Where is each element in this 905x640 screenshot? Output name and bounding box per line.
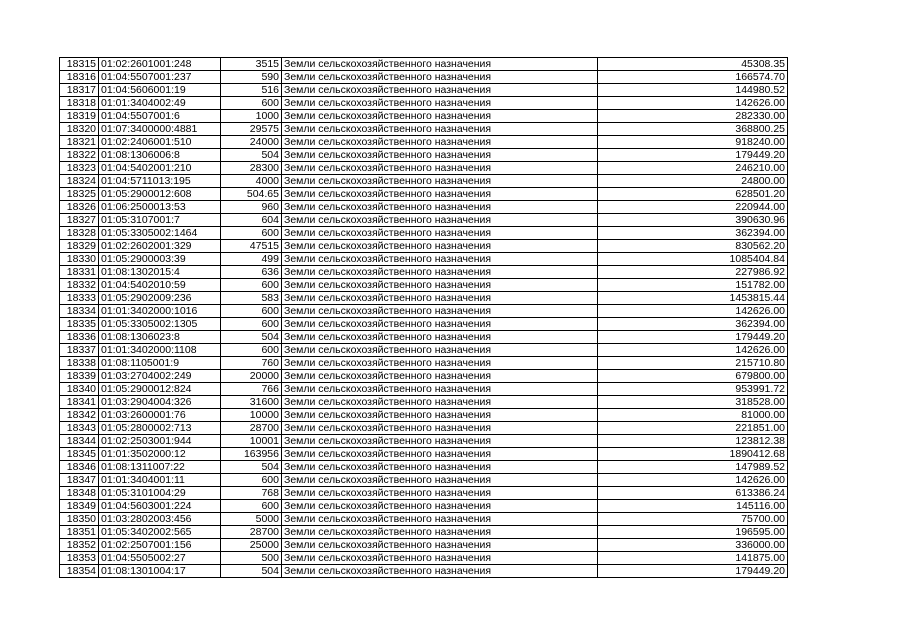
land-category-cell: Земли сельскохозяйственного назначения: [282, 318, 598, 331]
area-cell: 504: [221, 149, 282, 162]
table-row: [60, 71, 788, 84]
area-cell: 600: [221, 344, 282, 357]
cadastral-number-cell: 01:03:2802003:456: [99, 513, 221, 526]
row-number-cell: 18331: [60, 266, 99, 279]
table-row: [60, 552, 788, 565]
area-cell: 600: [221, 474, 282, 487]
area-cell: 600: [221, 279, 282, 292]
table-row: [60, 84, 788, 97]
cadastral-value-cell: 679800.00: [598, 370, 788, 383]
table-row: [60, 110, 788, 123]
row-number-cell: 18335: [60, 318, 99, 331]
cadastral-value-cell: 144980.52: [598, 84, 788, 97]
table-row: [60, 461, 788, 474]
land-category-cell: Земли сельскохозяйственного назначения: [282, 357, 598, 370]
land-category-cell: Земли сельскохозяйственного назначения: [282, 396, 598, 409]
area-cell: 504: [221, 565, 282, 578]
row-number-cell: 18346: [60, 461, 99, 474]
area-cell: 163956: [221, 448, 282, 461]
row-number-cell: 18322: [60, 149, 99, 162]
cadastral-number-cell: 01:08:1311007:22: [99, 461, 221, 474]
land-category-cell: Земли сельскохозяйственного назначения: [282, 253, 598, 266]
cadastral-value-cell: 75700.00: [598, 513, 788, 526]
cadastral-number-cell: 01:05:3101004:29: [99, 487, 221, 500]
table-row: [60, 175, 788, 188]
land-category-cell: Земли сельскохозяйственного назначения: [282, 513, 598, 526]
row-number-cell: 18319: [60, 110, 99, 123]
area-cell: 604: [221, 214, 282, 227]
area-cell: 600: [221, 97, 282, 110]
land-category-cell: Земли сельскохозяйственного назначения: [282, 305, 598, 318]
area-cell: 583: [221, 292, 282, 305]
area-cell: 516: [221, 84, 282, 97]
land-category-cell: Земли сельскохозяйственного назначения: [282, 84, 598, 97]
table-row: [60, 513, 788, 526]
table-row: [60, 279, 788, 292]
table-row: [60, 435, 788, 448]
row-number-cell: 18342: [60, 409, 99, 422]
cadastral-number-cell: 01:01:3402000:1016: [99, 305, 221, 318]
row-number-cell: 18350: [60, 513, 99, 526]
cadastral-value-cell: 142626.00: [598, 305, 788, 318]
land-category-cell: Земли сельскохозяйственного назначения: [282, 71, 598, 84]
row-number-cell: 18340: [60, 383, 99, 396]
land-category-cell: Земли сельскохозяйственного назначения: [282, 123, 598, 136]
table-row: [60, 162, 788, 175]
cadastral-number-cell: 01:02:2602001:329: [99, 240, 221, 253]
cadastral-number-cell: 01:05:2900003:39: [99, 253, 221, 266]
cadastral-number-cell: 01:04:5402010:59: [99, 279, 221, 292]
cadastral-value-cell: 227986.92: [598, 266, 788, 279]
land-category-cell: Земли сельскохозяйственного назначения: [282, 344, 598, 357]
table-row: [60, 240, 788, 253]
row-number-cell: 18325: [60, 188, 99, 201]
cadastral-number-cell: 01:02:2406001:510: [99, 136, 221, 149]
row-number-cell: 18338: [60, 357, 99, 370]
cadastral-number-cell: 01:08:1301004:17: [99, 565, 221, 578]
row-number-cell: 18316: [60, 71, 99, 84]
row-number-cell: 18341: [60, 396, 99, 409]
area-cell: 10000: [221, 409, 282, 422]
cadastral-value-cell: 282330.00: [598, 110, 788, 123]
cadastral-number-cell: 01:03:2704002:249: [99, 370, 221, 383]
row-number-cell: 18349: [60, 500, 99, 513]
land-category-cell: Земли сельскохозяйственного назначения: [282, 461, 598, 474]
area-cell: 10001: [221, 435, 282, 448]
land-category-cell: Земли сельскохозяйственного назначения: [282, 175, 598, 188]
cadastral-number-cell: 01:05:2902009:236: [99, 292, 221, 305]
cadastral-value-cell: 196595.00: [598, 526, 788, 539]
cadastral-number-cell: 01:01:3402000:1108: [99, 344, 221, 357]
land-category-cell: Земли сельскохозяйственного назначения: [282, 474, 598, 487]
table-row: [60, 474, 788, 487]
cadastral-number-cell: 01:03:2600001:76: [99, 409, 221, 422]
cadastral-value-cell: 142626.00: [598, 344, 788, 357]
cadastral-number-cell: 01:04:5606001:19: [99, 84, 221, 97]
area-cell: 504.65: [221, 188, 282, 201]
area-cell: 3515: [221, 58, 282, 71]
area-cell: 504: [221, 461, 282, 474]
table-row: [60, 357, 788, 370]
table-row: [60, 396, 788, 409]
row-number-cell: 18327: [60, 214, 99, 227]
land-category-cell: Земли сельскохозяйственного назначения: [282, 188, 598, 201]
area-cell: 499: [221, 253, 282, 266]
table-row: [60, 526, 788, 539]
row-number-cell: 18324: [60, 175, 99, 188]
land-category-cell: Земли сельскохозяйственного назначения: [282, 97, 598, 110]
cadastral-number-cell: 01:01:3502000:12: [99, 448, 221, 461]
cadastral-value-cell: 220944.00: [598, 201, 788, 214]
cadastral-value-cell: 142626.00: [598, 97, 788, 110]
area-cell: 636: [221, 266, 282, 279]
cadastral-value-cell: 45308.35: [598, 58, 788, 71]
cadastral-value-cell: 830562.20: [598, 240, 788, 253]
table-row: [60, 253, 788, 266]
table-row: [60, 188, 788, 201]
row-number-cell: 18339: [60, 370, 99, 383]
cadastral-number-cell: 01:01:3404001:11: [99, 474, 221, 487]
land-registry-sheet: [59, 57, 788, 578]
row-number-cell: 18318: [60, 97, 99, 110]
area-cell: 5000: [221, 513, 282, 526]
row-number-cell: 18343: [60, 422, 99, 435]
row-number-cell: 18353: [60, 552, 99, 565]
cadastral-value-cell: 362394.00: [598, 318, 788, 331]
land-category-cell: Земли сельскохозяйственного назначения: [282, 370, 598, 383]
area-cell: 28300: [221, 162, 282, 175]
table-row: [60, 331, 788, 344]
table-row: [60, 136, 788, 149]
cadastral-value-cell: 613386.24: [598, 487, 788, 500]
cadastral-value-cell: 123812.38: [598, 435, 788, 448]
land-category-cell: Земли сельскохозяйственного назначения: [282, 552, 598, 565]
table-row: [60, 266, 788, 279]
land-category-cell: Земли сельскохозяйственного назначения: [282, 383, 598, 396]
cadastral-value-cell: 141875.00: [598, 552, 788, 565]
land-category-cell: Земли сельскохозяйственного назначения: [282, 435, 598, 448]
cadastral-value-cell: 166574.70: [598, 71, 788, 84]
cadastral-value-cell: 179449.20: [598, 149, 788, 162]
cadastral-value-cell: 336000.00: [598, 539, 788, 552]
area-cell: 31600: [221, 396, 282, 409]
table-row: [60, 201, 788, 214]
table-row: [60, 58, 788, 71]
land-category-cell: Земли сельскохозяйственного назначения: [282, 526, 598, 539]
row-number-cell: 18328: [60, 227, 99, 240]
land-category-cell: Земли сельскохозяйственного назначения: [282, 409, 598, 422]
area-cell: 760: [221, 357, 282, 370]
area-cell: 504: [221, 331, 282, 344]
cadastral-number-cell: 01:05:2900012:608: [99, 188, 221, 201]
cadastral-value-cell: 1453815.44: [598, 292, 788, 305]
cadastral-number-cell: 01:06:2500013:53: [99, 201, 221, 214]
row-number-cell: 18352: [60, 539, 99, 552]
table-row: [60, 149, 788, 162]
row-number-cell: 18321: [60, 136, 99, 149]
cadastral-number-cell: 01:02:2601001:248: [99, 58, 221, 71]
cadastral-number-cell: 01:02:2503001:944: [99, 435, 221, 448]
row-number-cell: 18320: [60, 123, 99, 136]
land-category-cell: Земли сельскохозяйственного назначения: [282, 58, 598, 71]
table-row: [60, 487, 788, 500]
cadastral-value-cell: 318528.00: [598, 396, 788, 409]
table-row: [60, 409, 788, 422]
area-cell: 960: [221, 201, 282, 214]
land-category-cell: Земли сельскохозяйственного назначения: [282, 422, 598, 435]
cadastral-number-cell: 01:04:5505002:27: [99, 552, 221, 565]
cadastral-number-cell: 01:04:5402001:210: [99, 162, 221, 175]
land-category-cell: Земли сельскохозяйственного назначения: [282, 279, 598, 292]
table-row: [60, 305, 788, 318]
row-number-cell: 18315: [60, 58, 99, 71]
table-row: [60, 318, 788, 331]
area-cell: 47515: [221, 240, 282, 253]
cadastral-value-cell: 179449.20: [598, 565, 788, 578]
cadastral-number-cell: 01:04:5507001:237: [99, 71, 221, 84]
area-cell: 28700: [221, 422, 282, 435]
land-category-cell: Земли сельскохозяйственного назначения: [282, 214, 598, 227]
row-number-cell: 18345: [60, 448, 99, 461]
cadastral-number-cell: 01:08:1302015:4: [99, 266, 221, 279]
land-category-cell: Земли сельскохозяйственного назначения: [282, 539, 598, 552]
cadastral-value-cell: 1085404.84: [598, 253, 788, 266]
cadastral-number-cell: 01:08:1105001:9: [99, 357, 221, 370]
cadastral-value-cell: 953991.72: [598, 383, 788, 396]
cadastral-number-cell: 01:08:1306023:8: [99, 331, 221, 344]
row-number-cell: 18334: [60, 305, 99, 318]
row-number-cell: 18337: [60, 344, 99, 357]
area-cell: 20000: [221, 370, 282, 383]
row-number-cell: 18332: [60, 279, 99, 292]
table-row: [60, 565, 788, 578]
cadastral-value-cell: 145116.00: [598, 500, 788, 513]
table-row: [60, 422, 788, 435]
area-cell: 4000: [221, 175, 282, 188]
row-number-cell: 18333: [60, 292, 99, 305]
row-number-cell: 18344: [60, 435, 99, 448]
row-number-cell: 18348: [60, 487, 99, 500]
area-cell: 766: [221, 383, 282, 396]
area-cell: 1000: [221, 110, 282, 123]
land-category-cell: Земли сельскохозяйственного назначения: [282, 240, 598, 253]
cadastral-number-cell: 01:05:3402002:565: [99, 526, 221, 539]
cadastral-number-cell: 01:05:3305002:1305: [99, 318, 221, 331]
land-category-cell: Земли сельскохозяйственного назначения: [282, 136, 598, 149]
cadastral-number-cell: 01:07:3400000:4881: [99, 123, 221, 136]
cadastral-number-cell: 01:04:5711013:195: [99, 175, 221, 188]
cadastral-number-cell: 01:05:2900012:824: [99, 383, 221, 396]
cadastral-number-cell: 01:03:2904004:326: [99, 396, 221, 409]
land-category-cell: Земли сельскохозяйственного назначения: [282, 500, 598, 513]
row-number-cell: 18323: [60, 162, 99, 175]
area-cell: 590: [221, 71, 282, 84]
cadastral-value-cell: 179449.20: [598, 331, 788, 344]
table-row: [60, 97, 788, 110]
row-number-cell: 18347: [60, 474, 99, 487]
row-number-cell: 18317: [60, 84, 99, 97]
cadastral-value-cell: 362394.00: [598, 227, 788, 240]
land-category-cell: Земли сельскохозяйственного назначения: [282, 487, 598, 500]
cadastral-number-cell: 01:04:5603001:224: [99, 500, 221, 513]
row-number-cell: 18330: [60, 253, 99, 266]
land-registry-table: [59, 57, 788, 578]
area-cell: 29575: [221, 123, 282, 136]
area-cell: 24000: [221, 136, 282, 149]
area-cell: 600: [221, 227, 282, 240]
land-category-cell: Земли сельскохозяйственного назначения: [282, 565, 598, 578]
cadastral-value-cell: 368800.25: [598, 123, 788, 136]
table-row: [60, 500, 788, 513]
row-number-cell: 18354: [60, 565, 99, 578]
cadastral-number-cell: 01:05:2800002:713: [99, 422, 221, 435]
area-cell: 25000: [221, 539, 282, 552]
row-number-cell: 18336: [60, 331, 99, 344]
cadastral-number-cell: 01:05:3107001:7: [99, 214, 221, 227]
area-cell: 600: [221, 500, 282, 513]
area-cell: 28700: [221, 526, 282, 539]
table-row: [60, 370, 788, 383]
cadastral-number-cell: 01:04:5507001:6: [99, 110, 221, 123]
cadastral-number-cell: 01:05:3305002:1464: [99, 227, 221, 240]
cadastral-value-cell: 1890412.68: [598, 448, 788, 461]
cadastral-value-cell: 390630.96: [598, 214, 788, 227]
land-category-cell: Земли сельскохозяйственного назначения: [282, 149, 598, 162]
cadastral-number-cell: 01:01:3404002:49: [99, 97, 221, 110]
cadastral-value-cell: 24800.00: [598, 175, 788, 188]
cadastral-value-cell: 221851.00: [598, 422, 788, 435]
cadastral-value-cell: 628501.20: [598, 188, 788, 201]
area-cell: 600: [221, 318, 282, 331]
area-cell: 500: [221, 552, 282, 565]
land-category-cell: Земли сельскохозяйственного назначения: [282, 448, 598, 461]
land-category-cell: Земли сельскохозяйственного назначения: [282, 110, 598, 123]
cadastral-value-cell: 246210.00: [598, 162, 788, 175]
table-row: [60, 227, 788, 240]
land-category-cell: Земли сельскохозяйственного назначения: [282, 266, 598, 279]
land-category-cell: Земли сельскохозяйственного назначения: [282, 162, 598, 175]
cadastral-number-cell: 01:08:1306006:8: [99, 149, 221, 162]
area-cell: 768: [221, 487, 282, 500]
cadastral-value-cell: 81000.00: [598, 409, 788, 422]
land-category-cell: Земли сельскохозяйственного назначения: [282, 331, 598, 344]
table-row: [60, 214, 788, 227]
row-number-cell: 18351: [60, 526, 99, 539]
row-number-cell: 18329: [60, 240, 99, 253]
row-number-cell: 18326: [60, 201, 99, 214]
table-row: [60, 539, 788, 552]
cadastral-value-cell: 147989.52: [598, 461, 788, 474]
cadastral-value-cell: 151782.00: [598, 279, 788, 292]
cadastral-value-cell: 918240.00: [598, 136, 788, 149]
table-row: [60, 344, 788, 357]
table-body: [60, 58, 788, 578]
table-row: [60, 123, 788, 136]
cadastral-value-cell: 142626.00: [598, 474, 788, 487]
cadastral-number-cell: 01:02:2507001:156: [99, 539, 221, 552]
table-row: [60, 383, 788, 396]
area-cell: 600: [221, 305, 282, 318]
land-category-cell: Земли сельскохозяйственного назначения: [282, 201, 598, 214]
cadastral-value-cell: 215710.80: [598, 357, 788, 370]
table-row: [60, 292, 788, 305]
land-category-cell: Земли сельскохозяйственного назначения: [282, 292, 598, 305]
land-category-cell: Земли сельскохозяйственного назначения: [282, 227, 598, 240]
table-row: [60, 448, 788, 461]
